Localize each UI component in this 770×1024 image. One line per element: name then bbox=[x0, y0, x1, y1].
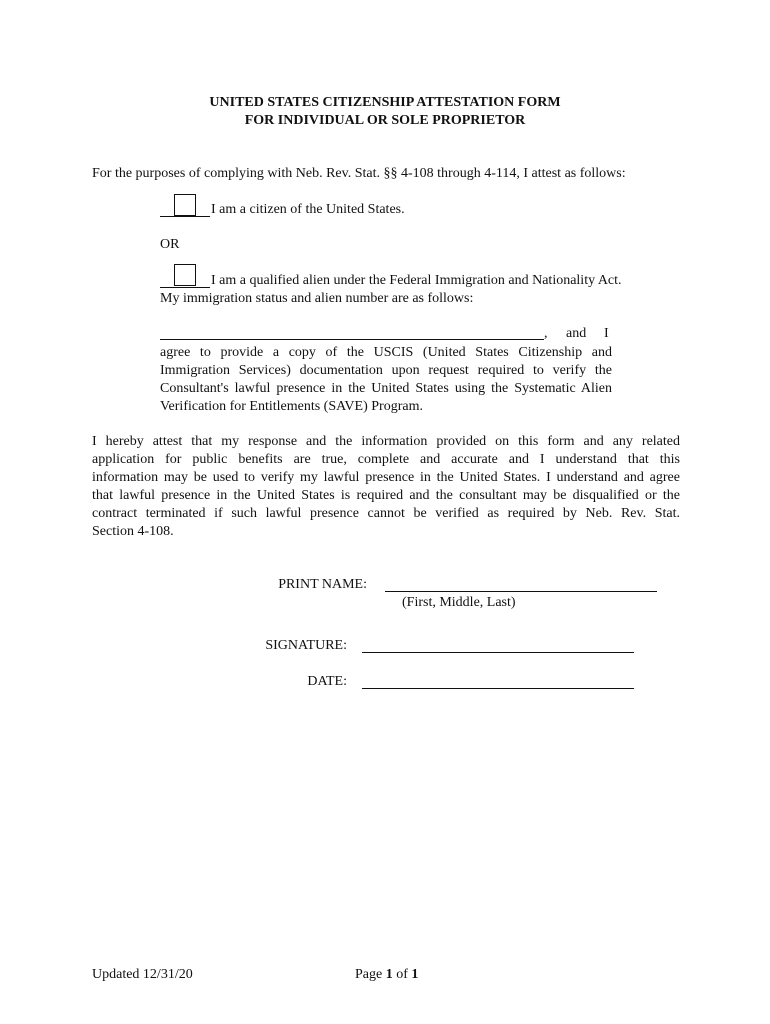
attest-line2: application for public benefits are true, complete and accurate and I understand that this bbox=[92, 452, 680, 467]
attest-line4: that lawful presence in the United States is required and the consultant may be disqualified or the bbox=[92, 488, 680, 503]
qualified-alien-checkbox[interactable] bbox=[174, 264, 196, 286]
option2-label: I am a qualified alien under the Federal Immigration and Nationality Act. bbox=[211, 273, 622, 288]
option1-underline bbox=[160, 216, 210, 217]
page-current: 1 bbox=[385, 967, 393, 982]
agree-line2: Immigration Services) documentation upon request required to verify the bbox=[160, 363, 612, 378]
attest-line6: Section 4-108. bbox=[92, 524, 174, 539]
print-name-hint: (First, Middle, Last) bbox=[402, 595, 516, 610]
attest-line3: information may be used to verify my lawful presence in the United States. I understand and agree bbox=[92, 470, 680, 485]
attest-line1: I hereby attest that my response and the information provided on this form and any related bbox=[92, 434, 680, 449]
form-title-line1: UNITED STATES CITIZENSHIP ATTESTATION FORM bbox=[209, 95, 561, 110]
print-name-field[interactable] bbox=[385, 591, 657, 592]
page-prefix: Page bbox=[355, 967, 386, 982]
agree-and: and bbox=[566, 326, 587, 341]
attest-line5: contract terminated if such lawful presence cannot be verified as required by Neb. Rev. Stat. bbox=[92, 506, 680, 521]
page-number bbox=[355, 966, 418, 984]
agree-line4: Verification for Entitlements (SAVE) Program. bbox=[160, 399, 423, 414]
date-label: DATE: bbox=[307, 674, 347, 689]
or-label: OR bbox=[160, 237, 180, 252]
signature-field[interactable] bbox=[362, 652, 634, 653]
updated-date: Updated 12/31/20 bbox=[92, 967, 193, 982]
immigration-status-field[interactable] bbox=[160, 339, 544, 340]
form-title-line2: FOR INDIVIDUAL OR SOLE PROPRIETOR bbox=[244, 113, 526, 128]
blank-comma: , bbox=[544, 326, 548, 341]
intro-text: For the purposes of complying with Neb. Rev. Stat. §§ 4-108 through 4-114, I attest as follows: bbox=[92, 166, 626, 181]
agree-line1: agree to provide a copy of the USCIS (United States Citizenship and bbox=[160, 345, 612, 360]
agree-line3: Consultant's lawful presence in the United States using the Systematic Alien bbox=[160, 381, 612, 396]
option1-label: I am a citizen of the United States. bbox=[211, 202, 405, 217]
form-title bbox=[0, 94, 770, 130]
page-of: of bbox=[392, 967, 412, 982]
print-name-label: PRINT NAME: bbox=[278, 577, 367, 592]
date-field[interactable] bbox=[362, 688, 634, 689]
option2-underline bbox=[160, 287, 210, 288]
option2-line2: My immigration status and alien number are as follows: bbox=[160, 291, 474, 306]
signature-label: SIGNATURE: bbox=[265, 638, 347, 653]
page-total: 1 bbox=[411, 967, 419, 982]
citizen-checkbox[interactable] bbox=[174, 194, 196, 216]
agree-i: I bbox=[604, 326, 609, 341]
